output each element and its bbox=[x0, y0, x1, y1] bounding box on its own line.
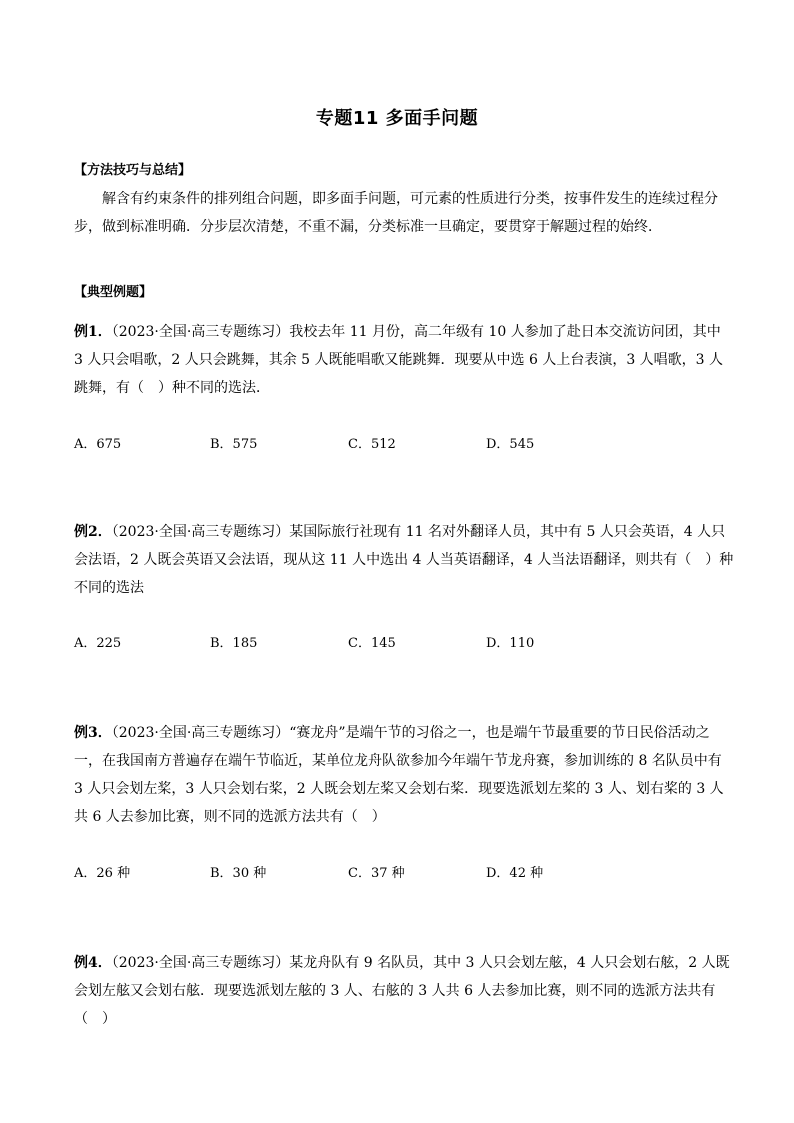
example-4 bbox=[74, 949, 734, 1033]
example-3-option-d: D．42 种 bbox=[486, 866, 544, 881]
example-2-option-d: D．110 bbox=[486, 636, 535, 651]
example-2-option-c: C．145 bbox=[348, 636, 396, 651]
example-2-options bbox=[74, 632, 734, 652]
example-2-option-a: A．225 bbox=[74, 636, 122, 651]
example-4-text: （2023·全国·高三专题练习）某龙舟队有 9 名队员，其中 3 人只会划左舷，4 人只会划右舷，2 人既会划左舷又会划右舷．现要选派划左舷的 3 人、右舷的 3 人共 6 人去参加比赛，则不同的选派方法共有（ ） bbox=[74, 955, 730, 1027]
example-1-label: 例1． bbox=[74, 324, 112, 340]
example-1-option-a: A．675 bbox=[74, 437, 122, 452]
example-3-option-c: C．37 种 bbox=[348, 866, 405, 881]
examples-heading: 【典型例题】 bbox=[74, 285, 153, 300]
example-3-options bbox=[74, 862, 734, 882]
method-text: 解含有约束条件的排列组合问题，即多面手问题，可元素的性质进行分类，按事件发生的连续过程分步，做到标准明确．分步层次清楚，不重不漏，分类标准一旦确定，要贯穿于解题过程的始终． bbox=[74, 191, 718, 235]
example-1-option-b: B．575 bbox=[210, 437, 258, 452]
example-4-label: 例4． bbox=[74, 955, 112, 971]
example-1-options bbox=[74, 433, 734, 453]
example-3-option-a: A．26 种 bbox=[74, 866, 131, 881]
page-title: 专题11 多面手问题 bbox=[315, 108, 479, 129]
example-3-text: （2023·全国·高三专题练习）“赛龙舟”是端午节的习俗之一，也是端午节最重要的节日民俗活动之一，在我国南方普遍存在端午节临近，某单位龙舟队欲参加今年端午节龙舟赛，参加训练的 8 名队员中有 3 人只会划左桨，3 人只会划右桨，2 人既会划左桨又会划右桨．现要选派划左桨的 3 人、划右桨的 3 人共 6 人去参加比赛，则不同的选派方法共有（ ） bbox=[74, 725, 724, 825]
example-1-option-c: C．512 bbox=[348, 437, 396, 452]
example-1-text: （2023·全国·高三专题练习）我校去年 11 月份，高二年级有 10 人参加了赴日本交流访问团，其中 3 人只会唱歌，2 人只会跳舞，其余 5 人既能唱歌又能跳舞．现要从中选 6 人上台表演，3 人唱歌，3 人跳舞，有（ ）种不同的选法． bbox=[74, 324, 724, 396]
example-3-label: 例3． bbox=[74, 725, 112, 741]
example-2-text: （2023·全国·高三专题练习）某国际旅行社现有 11 名对外翻译人员，其中有 5 人只会英语，4 人只会法语，2 人既会英语又会法语，现从这 11 人中选出 4 人当英语翻译，4 人当法语翻译，则共有（ ）种不同的选法 bbox=[74, 524, 734, 596]
example-1 bbox=[74, 318, 734, 402]
example-2-option-b: B．185 bbox=[210, 636, 258, 651]
example-3 bbox=[74, 719, 734, 831]
example-1-option-d: D．545 bbox=[486, 437, 535, 452]
method-heading: 【方法技巧与总结】 bbox=[74, 163, 192, 178]
example-3-option-b: B．30 种 bbox=[210, 866, 267, 881]
example-2-label: 例2． bbox=[74, 524, 112, 540]
example-2 bbox=[74, 518, 734, 602]
